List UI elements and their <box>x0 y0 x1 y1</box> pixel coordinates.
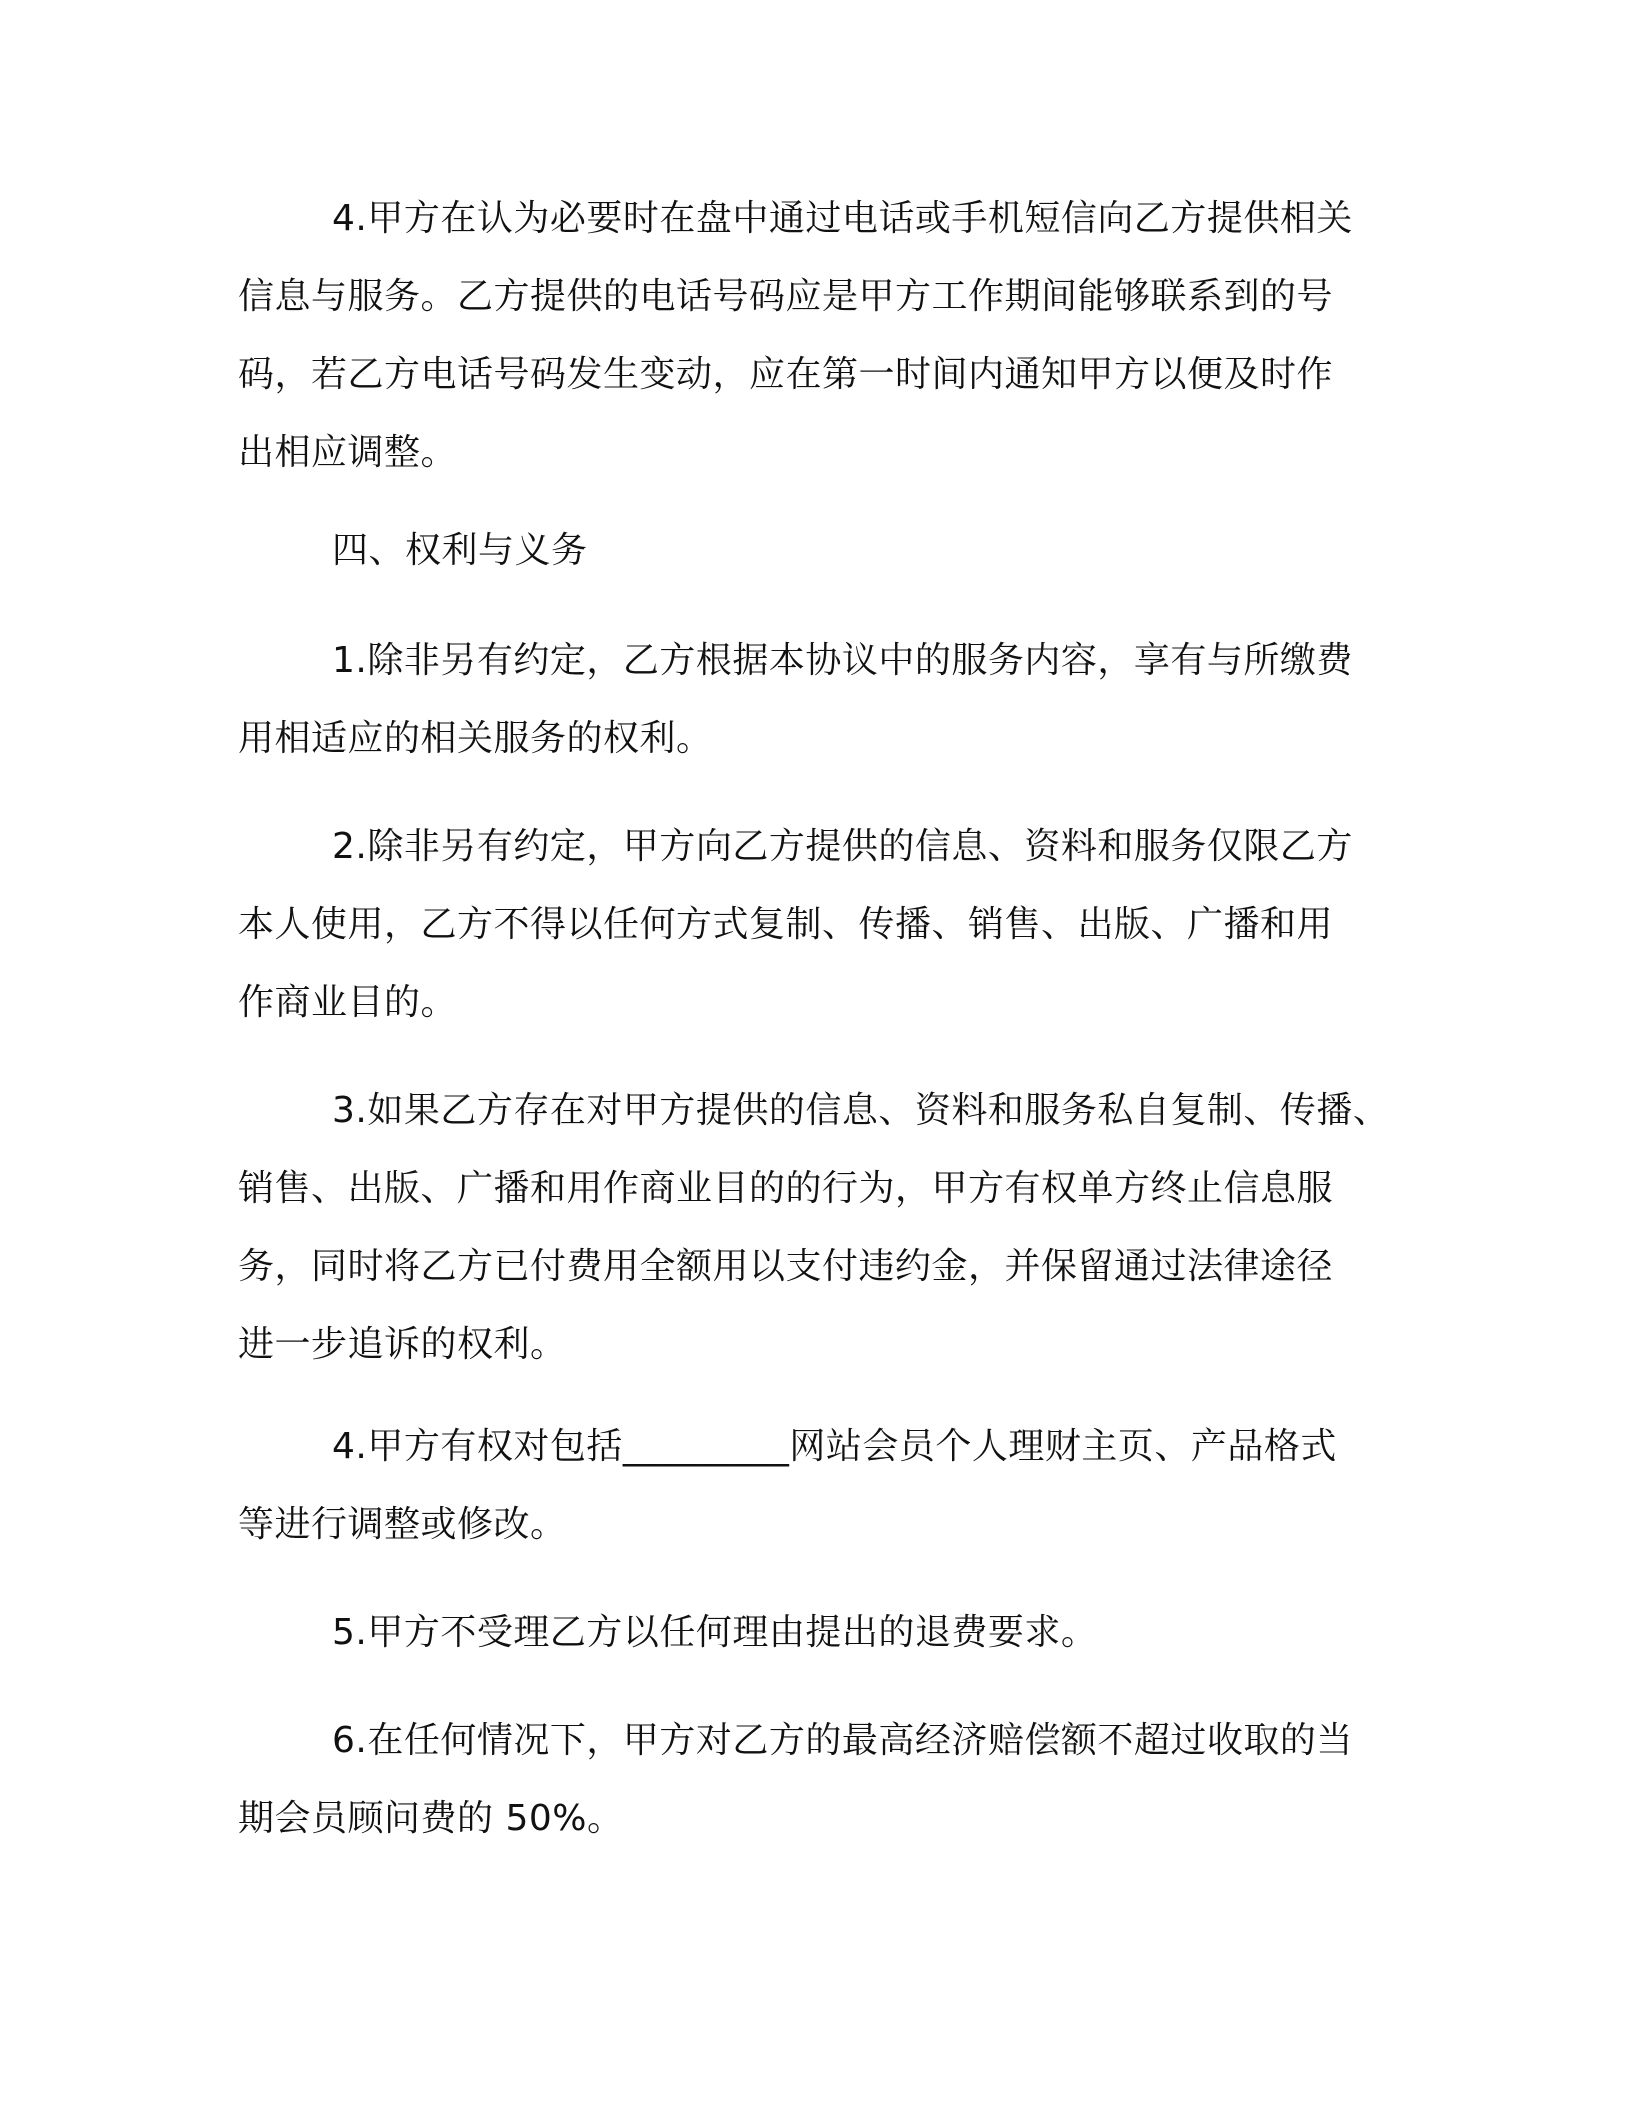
text-line: 务，同时将乙方已付费用全额用以支付违约金，并保留通过法律途径 <box>238 1246 1334 1287</box>
text-line: 期会员顾问费的 50%。 <box>238 1798 624 1839</box>
section-heading: 四、权利与义务 <box>332 530 588 571</box>
clause-3 <box>238 1072 1388 1384</box>
clause-1 <box>238 622 1388 778</box>
text-line: 用相适应的相关服务的权利。 <box>238 718 713 759</box>
clause-2 <box>238 808 1388 1042</box>
clause-6 <box>238 1702 1388 1858</box>
paragraph-4-contact <box>238 180 1388 492</box>
text-line: 等进行调整或修改。 <box>238 1504 567 1545</box>
text-line: 出相应调整。 <box>238 432 458 473</box>
text-line: 4.甲方有权对包括_________网站会员个人理财主页、产品格式 <box>332 1426 1337 1467</box>
text-line: 码，若乙方电话号码发生变动，应在第一时间内通知甲方以便及时作 <box>238 354 1334 395</box>
text-line: 2.除非另有约定，甲方向乙方提供的信息、资料和服务仅限乙方 <box>332 826 1353 867</box>
text-line: 本人使用，乙方不得以任何方式复制、传播、销售、出版、广播和用 <box>238 904 1334 945</box>
clause-4 <box>238 1408 1388 1564</box>
text-line: 3.如果乙方存在对甲方提供的信息、资料和服务私自复制、传播、 <box>332 1090 1390 1131</box>
text-line: 进一步追诉的权利。 <box>238 1324 567 1365</box>
clause-5 <box>238 1594 1388 1672</box>
text-line: 信息与服务。乙方提供的电话号码应是甲方工作期间能够联系到的号 <box>238 276 1334 317</box>
text-line: 销售、出版、广播和用作商业目的的行为，甲方有权单方终止信息服 <box>238 1168 1334 1209</box>
text-line: 4.甲方在认为必要时在盘中通过电话或手机短信向乙方提供相关 <box>332 198 1353 239</box>
text-line: 作商业目的。 <box>238 982 458 1023</box>
text-line: 6.在任何情况下，甲方对乙方的最高经济赔偿额不超过收取的当 <box>332 1720 1353 1761</box>
text-line: 5.甲方不受理乙方以任何理由提出的退费要求。 <box>332 1612 1098 1653</box>
text-line: 1.除非另有约定，乙方根据本协议中的服务内容，享有与所缴费 <box>332 640 1353 681</box>
